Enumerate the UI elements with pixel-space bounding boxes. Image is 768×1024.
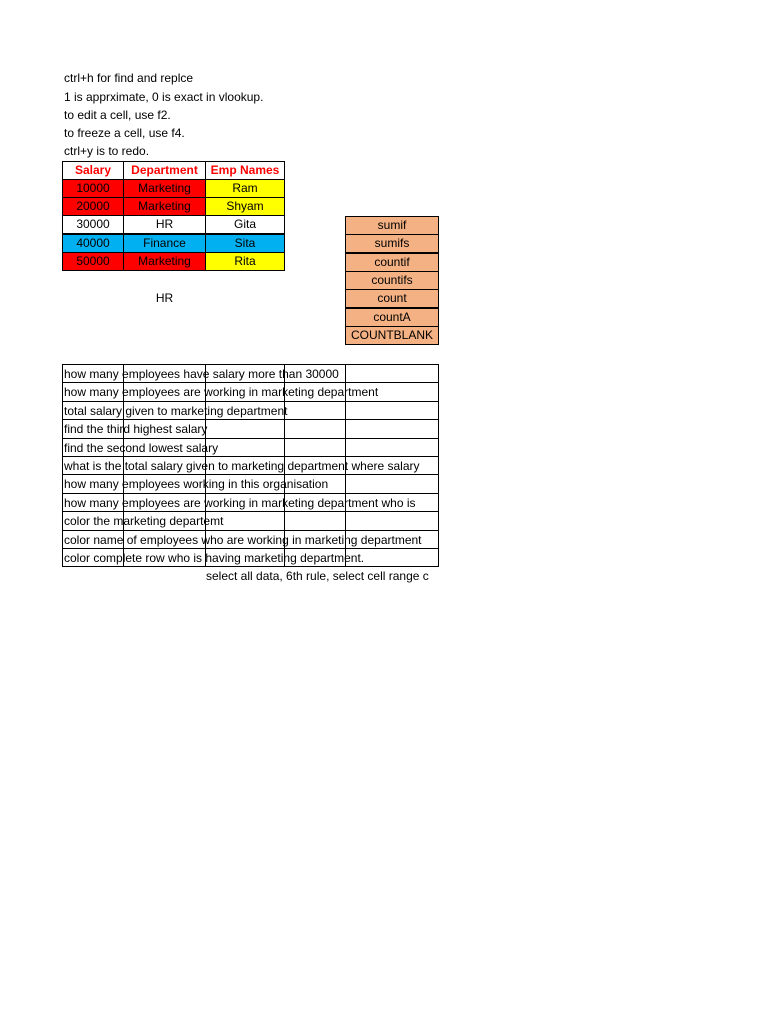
cell-salary[interactable]: 10000 xyxy=(62,179,124,198)
cell-salary[interactable]: 40000 xyxy=(62,234,124,253)
cell-emp-name[interactable]: Ram xyxy=(205,179,285,198)
function-cell[interactable]: countA xyxy=(345,308,439,327)
function-cell[interactable]: sumifs xyxy=(345,234,439,253)
function-cell[interactable]: sumif xyxy=(345,216,439,235)
note-line: 1 is apprximate, 0 is exact in vlookup. xyxy=(64,90,264,104)
cell-department[interactable]: Marketing xyxy=(123,252,206,271)
question-text[interactable]: how many employees are working in marketing department who is xyxy=(64,496,416,510)
function-cell[interactable]: countifs xyxy=(345,271,439,290)
cell-department[interactable]: Marketing xyxy=(123,179,206,198)
cell-department[interactable]: Finance xyxy=(123,234,206,253)
header-department[interactable]: Department xyxy=(123,161,206,180)
cell-emp-name[interactable]: Gita xyxy=(205,215,285,234)
cell-salary[interactable]: 30000 xyxy=(62,215,124,234)
question-text[interactable]: what is the total salary given to marketing department where salary xyxy=(64,459,420,473)
note-line: to freeze a cell, use f4. xyxy=(64,126,185,140)
header-salary[interactable]: Salary xyxy=(62,161,124,180)
question-text[interactable]: color name of employees who are working in marketing department xyxy=(64,533,422,547)
cell-salary[interactable]: 20000 xyxy=(62,197,124,216)
cell-salary[interactable]: 50000 xyxy=(62,252,124,271)
cell-emp-name[interactable]: Shyam xyxy=(205,197,285,216)
function-cell[interactable]: COUNTBLANK xyxy=(345,326,439,345)
question-text[interactable]: color complete row who is having marketing department. xyxy=(64,551,365,565)
question-text[interactable]: total salary given to marketing department xyxy=(64,404,288,418)
cell-emp-name[interactable]: Sita xyxy=(205,234,285,253)
question-text[interactable]: find the third highest salary xyxy=(64,422,208,436)
question-text[interactable]: how many employees are working in marketing department xyxy=(64,385,379,399)
lone-cell-value[interactable]: HR xyxy=(155,291,174,305)
note-line: to edit a cell, use f2. xyxy=(64,108,171,122)
note-line: ctrl+h for find and replce xyxy=(64,71,194,85)
cell-department[interactable]: Marketing xyxy=(123,197,206,216)
question-grid xyxy=(62,364,439,567)
question-text[interactable]: color the marketing departemt xyxy=(64,514,224,528)
question-text[interactable]: find the second lowest salary xyxy=(64,441,219,455)
cell-emp-name[interactable]: Rita xyxy=(205,252,285,271)
function-cell[interactable]: countif xyxy=(345,253,439,272)
cell-department[interactable]: HR xyxy=(123,215,206,234)
question-text[interactable]: how many employees have salary more than 30000 xyxy=(64,367,339,381)
footer-note[interactable]: select all data, 6th rule, select cell range c xyxy=(206,569,429,583)
header-emp-names[interactable]: Emp Names xyxy=(205,161,285,180)
grid-column-line xyxy=(62,364,63,567)
function-cell[interactable]: count xyxy=(345,289,439,308)
grid-column-line xyxy=(438,364,439,567)
note-line: ctrl+y is to redo. xyxy=(64,144,150,158)
question-text[interactable]: how many employees working in this organisation xyxy=(64,477,329,491)
